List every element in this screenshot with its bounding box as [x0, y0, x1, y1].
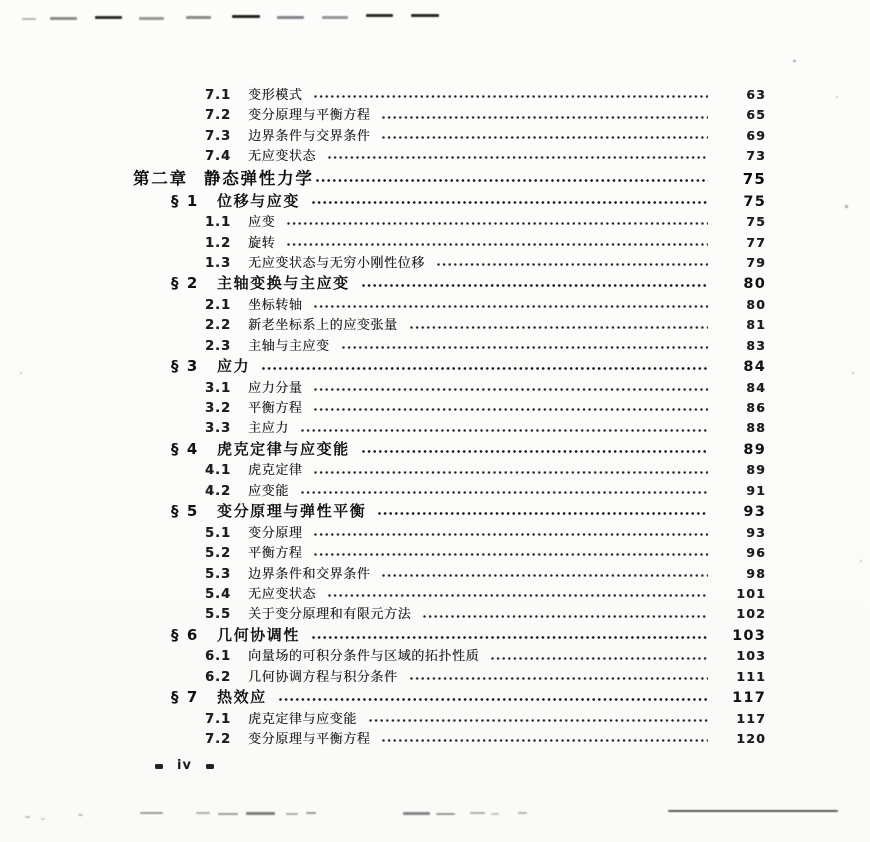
toc-entry-title: 变分原理与平衡方程	[248, 732, 371, 748]
toc-entry-number: 7.4	[205, 149, 232, 165]
toc-entry-title: 边界条件和交界条件	[248, 566, 371, 582]
dot-leader	[287, 243, 708, 246]
toc-row	[0, 543, 766, 563]
toc-row	[0, 564, 766, 584]
toc-entry-title: 变分原理与平衡方程	[248, 108, 371, 124]
toc-entry-title: 边界条件与交界条件	[248, 128, 371, 144]
toc-row	[0, 167, 766, 191]
toc-entry-page: 117	[732, 690, 766, 707]
toc-entry-title: 主应力	[248, 421, 289, 437]
toc-entry-title: 几何协调方程与积分条件	[248, 669, 398, 685]
toc-entry-page: 81	[746, 317, 766, 333]
toc-entry-title: 变分原理与弹性平衡	[216, 502, 367, 521]
scan-mark	[196, 812, 210, 814]
toc-entry-page: 65	[746, 107, 766, 123]
toc-entry-page: 101	[736, 586, 766, 601]
page-footer	[155, 760, 214, 772]
toc-row	[0, 729, 766, 749]
toc-entry-page: 98	[746, 565, 766, 581]
toc-entry-number: § 2	[171, 274, 199, 293]
scan-mark	[41, 818, 45, 820]
scan-mark	[50, 17, 77, 20]
toc-row	[0, 398, 766, 418]
toc-row	[0, 253, 766, 273]
toc-row	[0, 126, 766, 146]
toc-entry-title: 平衡方程	[248, 401, 303, 417]
dot-leader	[314, 95, 708, 98]
folio-number: iv	[177, 758, 192, 773]
scan-mark	[852, 372, 854, 374]
toc-entry-page: 111	[736, 668, 766, 684]
dot-leader	[301, 491, 708, 494]
toc-entry-number: 7.3	[205, 128, 232, 144]
toc-row	[0, 625, 766, 647]
toc-row	[0, 295, 766, 315]
toc-entry-page: 102	[736, 606, 766, 622]
toc-entry-page: 89	[743, 441, 766, 458]
dot-leader	[314, 305, 708, 308]
toc-entry-page: 91	[746, 482, 766, 498]
dot-leader	[314, 408, 708, 411]
toc-entry-title: 关于变分原理和有限元方法	[248, 607, 412, 623]
toc-entry-title: 无应变状态	[248, 587, 317, 602]
dot-leader	[378, 512, 708, 515]
scan-mark	[218, 813, 238, 815]
toc-row	[0, 501, 766, 523]
toc-entry-page: 103	[732, 627, 766, 644]
toc-entry-number: 5.3	[205, 566, 232, 582]
toc-entry-title: 无应变状态与无穷小刚性位移	[248, 255, 425, 271]
dot-leader	[316, 179, 708, 182]
toc-entry-title: 主轴与主应变	[248, 338, 330, 354]
toc-entry-number: 1.1	[205, 215, 232, 231]
toc-entry-number: 5.1	[205, 525, 232, 541]
toc-entry-number: 7.1	[205, 88, 232, 103]
toc-list	[0, 85, 766, 750]
toc-entry-number: 3.3	[205, 421, 232, 437]
toc-row	[0, 604, 766, 624]
toc-entry-page: 83	[746, 337, 766, 353]
toc-entry-number: 5.5	[205, 607, 232, 623]
toc-entry-number: § 4	[171, 439, 199, 458]
toc-row	[0, 85, 766, 105]
dot-leader	[382, 574, 708, 577]
toc-entry-title: 位移与应变	[216, 191, 300, 210]
toc-row	[0, 191, 766, 213]
toc-entry-page: 93	[743, 504, 766, 521]
scan-mark	[491, 813, 499, 815]
scan-mark	[232, 15, 260, 18]
dot-leader	[362, 284, 708, 287]
toc-entry-title: 虎克定律与应变能	[216, 439, 350, 458]
toc-entry-page: 79	[746, 254, 766, 270]
toc-entry-number: 6.2	[205, 669, 232, 685]
toc-row	[0, 105, 766, 125]
dot-leader	[491, 657, 708, 660]
toc-row	[0, 356, 766, 378]
toc-entry-title: 静态弹性力学	[203, 168, 314, 188]
toc-entry-title: 虎克定律	[248, 463, 303, 479]
dot-leader	[312, 201, 708, 204]
dot-leader	[382, 739, 708, 742]
toc-entry-number: 7.2	[205, 108, 232, 124]
toc-entry-title: 向量场的可积分条件与区域的拓扑性质	[248, 649, 480, 665]
scan-mark	[845, 205, 848, 208]
scan-mark	[836, 96, 838, 98]
scan-mark	[20, 372, 22, 374]
toc-entry-page: 120	[736, 731, 766, 747]
toc-row	[0, 460, 766, 480]
scan-mark	[668, 810, 838, 812]
toc-entry-title: 旋转	[248, 235, 276, 251]
toc-entry-page: 75	[742, 169, 766, 188]
toc-entry-page: 77	[746, 234, 766, 250]
dot-leader	[328, 156, 708, 159]
toc-entry-title: 变形模式	[248, 88, 303, 103]
toc-entry-number: § 6	[171, 625, 199, 644]
toc-entry-number: § 1	[171, 191, 199, 210]
toc-entry-page: 63	[746, 87, 766, 102]
toc-entry-number: 2.1	[205, 297, 232, 313]
toc-entry-number: § 5	[171, 502, 199, 521]
scan-mark	[95, 16, 122, 19]
dot-leader	[437, 263, 708, 266]
toc-row	[0, 667, 766, 687]
toc-entry-number: 3.2	[205, 401, 232, 417]
scan-mark	[246, 812, 275, 815]
toc-entry-title: 平衡方程	[248, 546, 303, 562]
scan-mark	[860, 560, 862, 562]
scan-mark	[22, 18, 36, 20]
toc-row	[0, 336, 766, 356]
dot-leader	[410, 677, 708, 680]
toc-entry-title: 应变	[248, 215, 276, 231]
dot-leader	[312, 636, 708, 639]
dot-leader	[362, 450, 708, 453]
scan-mark	[366, 14, 393, 17]
toc-row	[0, 584, 766, 604]
dot-leader	[279, 698, 708, 701]
dot-leader	[410, 326, 708, 329]
toc-entry-number: 1.2	[205, 235, 232, 251]
toc-row	[0, 418, 766, 438]
toc-entry-title: 无应变状态	[248, 149, 317, 165]
dot-leader	[382, 136, 708, 139]
scan-mark	[793, 60, 796, 62]
dot-leader	[423, 615, 708, 618]
toc-entry-title: 应力	[216, 357, 251, 376]
toc-entry-title: 应变能	[248, 483, 289, 499]
toc-entry-page: 84	[746, 379, 766, 395]
dot-leader	[287, 222, 708, 225]
toc-entry-title: 变分原理	[248, 525, 303, 541]
scan-mark	[140, 812, 163, 814]
dot-leader	[301, 429, 708, 432]
toc-entry-page: 117	[736, 710, 766, 726]
scan-mark	[411, 14, 439, 17]
toc-entry-number: 3.1	[205, 380, 232, 396]
toc-entry-page: 73	[746, 148, 766, 164]
toc-entry-number: 2.3	[205, 338, 232, 354]
scan-mark	[518, 812, 527, 814]
toc-row	[0, 439, 766, 461]
toc-entry-page: 96	[746, 545, 766, 561]
toc-row	[0, 378, 766, 398]
scan-mark	[470, 812, 485, 814]
toc-entry-title: 主轴变换与主应变	[216, 274, 350, 293]
scan-mark	[78, 814, 83, 816]
toc-entry-number: 6.1	[205, 649, 232, 665]
toc-entry-title: 新老坐标系上的应变张量	[248, 318, 398, 334]
scan-mark	[403, 812, 430, 815]
toc-entry-page: 80	[743, 276, 766, 293]
toc-entry-page: 69	[746, 127, 766, 143]
toc-row	[0, 523, 766, 543]
toc-entry-number: 2.2	[205, 318, 232, 334]
scan-mark	[286, 813, 298, 815]
toc-entry-page: 75	[746, 214, 766, 230]
toc-entry-number: 7.2	[205, 732, 232, 748]
toc-entry-page: 93	[746, 524, 766, 540]
toc-entry-number: 4.2	[205, 483, 232, 499]
scan-mark	[139, 17, 164, 20]
toc-row	[0, 212, 766, 232]
toc-entry-title: 坐标转轴	[248, 297, 303, 313]
toc-entry-title: 热效应	[216, 688, 267, 707]
scan-mark	[306, 812, 316, 814]
scan-mark	[186, 16, 211, 19]
toc-entry-page: 89	[746, 462, 766, 478]
dot-leader	[314, 533, 708, 536]
footer-ornament-right-icon	[206, 764, 214, 769]
toc-entry-page: 88	[746, 420, 766, 436]
toc-row	[0, 687, 766, 709]
toc-entry-page: 80	[746, 296, 766, 312]
footer-ornament-left-icon	[155, 764, 163, 769]
scan-mark	[322, 16, 348, 19]
toc-entry-number: 1.3	[205, 255, 232, 271]
scan-mark	[25, 816, 30, 818]
toc-entry-number: 7.1	[205, 711, 232, 727]
toc-entry-number: 4.1	[205, 463, 232, 479]
dot-leader	[314, 388, 708, 391]
toc-entry-number: 第二章	[133, 168, 188, 188]
toc-entry-title: 几何协调性	[216, 625, 300, 644]
toc-row	[0, 233, 766, 253]
toc-entry-number: § 7	[171, 688, 199, 707]
toc-entry-title: 虎克定律与应变能	[248, 711, 357, 727]
toc-row	[0, 273, 766, 295]
toc-row	[0, 481, 766, 501]
toc-row	[0, 146, 766, 166]
toc-entry-page: 84	[743, 359, 766, 376]
scan-mark	[436, 813, 455, 815]
toc-entry-number: § 3	[171, 357, 199, 376]
toc-entry-page: 75	[743, 193, 766, 210]
dot-leader	[328, 594, 708, 597]
toc-entry-page: 103	[736, 648, 766, 664]
toc-row	[0, 709, 766, 729]
dot-leader	[314, 471, 708, 474]
dot-leader	[369, 719, 708, 722]
toc-entry-page: 86	[746, 400, 766, 416]
toc-entry-number: 5.2	[205, 546, 232, 562]
dot-leader	[262, 367, 708, 370]
toc-row	[0, 646, 766, 666]
dot-leader	[382, 116, 708, 119]
dot-leader	[342, 346, 708, 349]
dot-leader	[314, 553, 708, 556]
toc-entry-number: 5.4	[205, 587, 232, 602]
toc-row	[0, 315, 766, 335]
scan-mark	[277, 16, 304, 19]
toc-entry-title: 应力分量	[248, 380, 303, 396]
